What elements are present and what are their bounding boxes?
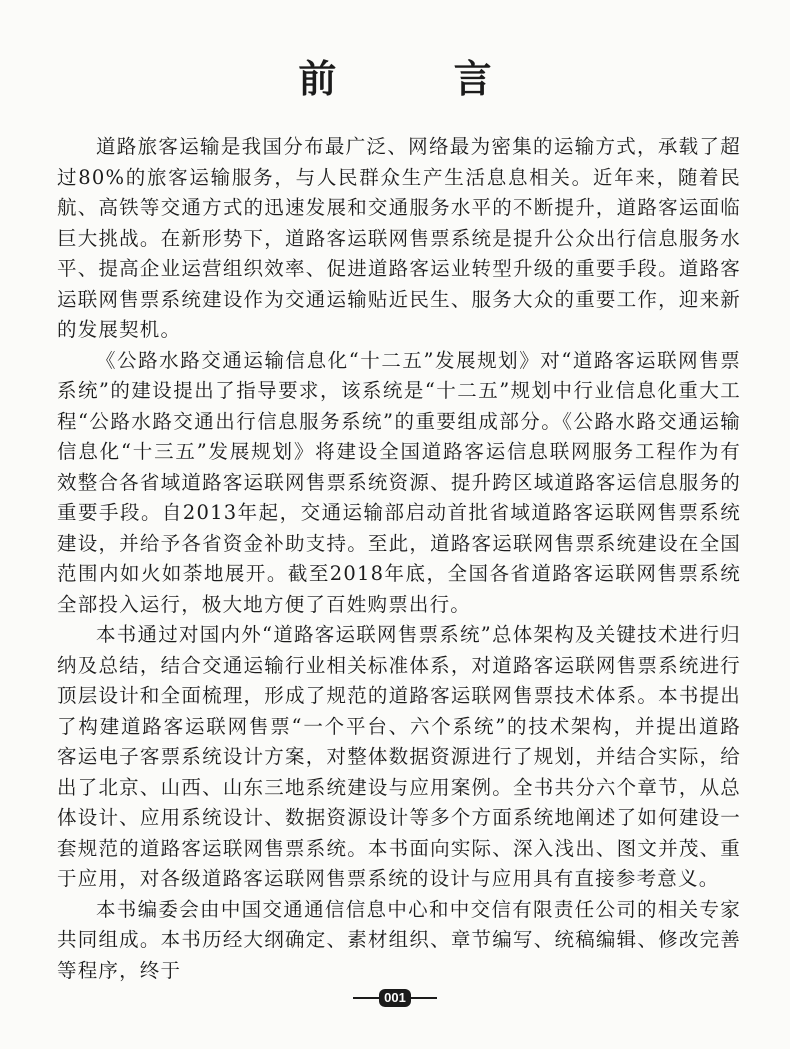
paragraph: 《公路水路交通运输信息化“十二五”发展规划》对“道路客运联网售票系统”的建设提出了指导要求，该系统是“十二五”规划中行业信息化重大工程“公路水路交通出行信息服务系统”的重要组成部分。《公路水路交通运输信息化“十三五”发展规划》将建设全国道路客运信息联网服务工程作为有效整合各省域道路客运联网售票系统资源、提升跨区域道路客运信息服务的重要手段。自2013年起，交通运输部启动首批省域道路客运联网售票系统建设，并给予各省资金补助支持。至此，道路客运联网售票系统建设在全国范围内如火如荼地展开。截至2018年底，全国各省道路客运联网售票系统全部投入运行，极大地方便了百姓购票出行。: [57, 348, 741, 616]
page-footer: [0, 986, 790, 1010]
footer-rule-left: [353, 997, 379, 999]
paragraph: 本书编委会由中国交通通信信息中心和中交信有限责任公司的相关专家共同组成。本书历经大纲确定、素材组织、章节编写、统稿编辑、修改完善等程序，终于: [57, 897, 741, 982]
page-number: 001: [379, 989, 411, 1007]
paragraph: 本书通过对国内外“道路客运联网售票系统”总体架构及关键技术进行归纳及总结，结合交通运输行业相关标准体系，对道路客运联网售票系统进行顶层设计和全面梳理，形成了规范的道路客运联网售票技术体系。本书提出了构建道路客运联网售票“一个平台、六个系统”的技术架构，并提出道路客运电子客票系统设计方案，对整体数据资源进行了规划，并结合实际，给出了北京、山西、山东三地系统建设与应用案例。全书共分六个章节，从总体设计、应用系统设计、数据资源设计等多个方面系统地阐述了如何建设一套规范的道路客运联网售票系统。本书面向实际、深入浅出、图文并茂、重于应用，对各级道路客运联网售票系统的设计与应用具有直接参考意义。: [57, 623, 741, 890]
body-text: [57, 132, 741, 986]
footer-rule-right: [411, 997, 437, 999]
paragraph: 道路旅客运输是我国分布最广泛、网络最为密集的运输方式，承载了超过80%的旅客运输服务，与人民群众生产生活息息相关。近年来，随着民航、高铁等交通方式的迅速发展和交通服务水平的不断提升，道路客运面临巨大挑战。在新形势下，道路客运联网售票系统是提升公众出行信息服务水平、提高企业运营组织效率、促进道路客运业转型升级的重要手段。道路客运联网售票系统建设作为交通运输贴近民生、服务大众的重要工作，迎来新的发展契机。: [57, 135, 741, 341]
page-title: 前 言: [298, 56, 544, 101]
